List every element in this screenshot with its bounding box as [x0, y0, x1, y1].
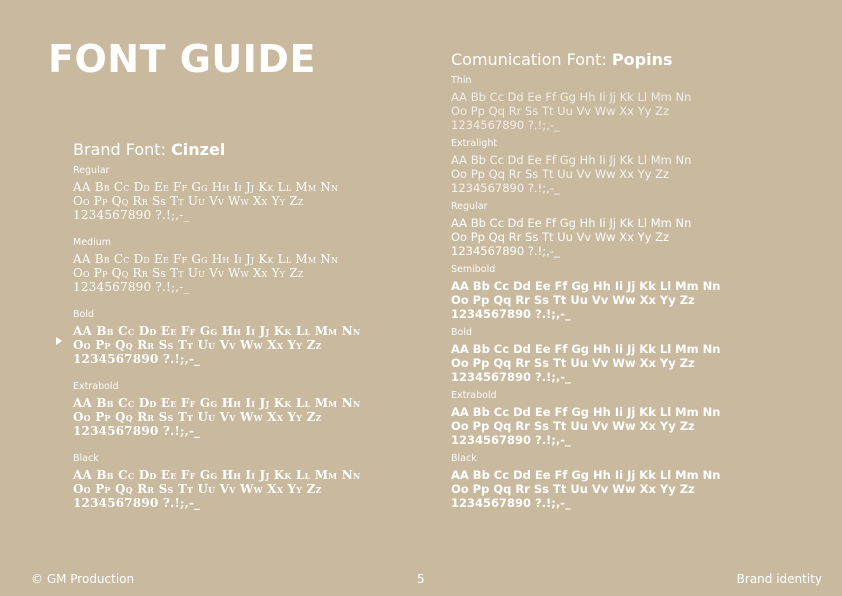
brand-font-heading	[73, 142, 225, 158]
specimen-line: 1234567890 ?.!;,-_	[73, 352, 201, 366]
weight-label: Thin	[451, 75, 472, 86]
page-title: FONT GUIDE	[48, 37, 316, 81]
specimen-line: AA Bb Cc Dd Ee Ff Gg Hh Ii Jj Kk Ll Mm Nn	[451, 153, 692, 167]
specimen-line: 1234567890 ?.!;,-_	[451, 118, 560, 132]
specimen-line: 1234567890 ?.!;,-_	[73, 280, 190, 294]
brand-font-regular	[73, 165, 393, 222]
specimen-line: AA Bb Cc Dd Ee Ff Gg Hh Ii Jj Kk Ll Mm Nn	[73, 468, 361, 482]
specimen-line: Oo Pp Qq Rr Ss Tt Uu Vv Ww Xx Yy Zz	[451, 230, 670, 244]
communication-font-bold	[451, 327, 771, 384]
specimen-line: Oo Pp Qq Rr Ss Tt Uu Vv Ww Xx Yy Zz	[451, 167, 670, 181]
specimen-line: AA Bb Cc Dd Ee Ff Gg Hh Ii Jj Kk Ll Mm Nn	[73, 396, 361, 410]
weight-label: Medium	[73, 237, 111, 248]
weight-label: Extrabold	[73, 381, 119, 392]
specimen-line: AA Bb Cc Dd Ee Ff Gg Hh Ii Jj Kk Ll Mm Nn	[451, 342, 721, 356]
footer-page-number: 5	[417, 572, 425, 586]
weight-label: Regular	[73, 165, 110, 176]
weight-label: Bold	[451, 327, 472, 338]
specimen-line: 1234567890 ?.!;,-_	[451, 307, 571, 321]
specimen-line: AA Bb Cc Dd Ee Ff Gg Hh Ii Jj Kk Ll Mm Nn	[73, 324, 361, 338]
specimen-line: AA Bb Cc Dd Ee Ff Gg Hh Ii Jj Kk Ll Mm Nn	[451, 90, 692, 104]
weight-label: Black	[451, 453, 477, 464]
specimen-line: AA Bb Cc Dd Ee Ff Gg Hh Ii Jj Kk Ll Mm Nn	[451, 279, 721, 293]
communication-font-black	[451, 453, 771, 510]
triangle-marker-icon	[56, 337, 62, 345]
specimen-line: 1234567890 ?.!;,-_	[451, 370, 571, 384]
weight-label: Regular	[451, 201, 488, 212]
brand-font-black	[73, 453, 393, 510]
brand-font-bold	[73, 309, 393, 366]
specimen-line: 1234567890 ?.!;,-_	[451, 244, 560, 258]
weight-label: Extrabold	[451, 390, 497, 401]
footer-section: Brand identity	[736, 572, 822, 586]
communication-font-extralight	[451, 138, 771, 195]
specimen-line: Oo Pp Qq Rr Ss Tt Uu Vv Ww Xx Yy Zz	[73, 338, 322, 352]
communication-font-thin	[451, 75, 771, 132]
brand-font-heading-prefix: Brand Font:	[73, 140, 172, 159]
specimen-line: Oo Pp Qq Rr Ss Tt Uu Vv Ww Xx Yy Zz	[73, 482, 322, 496]
weight-label: Extralight	[451, 138, 498, 149]
brand-font-medium	[73, 237, 393, 294]
specimen-line: 1234567890 ?.!;,-_	[451, 181, 560, 195]
specimen-line: AA Bb Cc Dd Ee Ff Gg Hh Ii Jj Kk Ll Mm Nn	[451, 405, 721, 419]
communication-font-heading-prefix: Comunication Font:	[451, 50, 612, 69]
specimen-line: Oo Pp Qq Rr Ss Tt Uu Vv Ww Xx Yy Zz	[73, 266, 304, 280]
specimen-line: Oo Pp Qq Rr Ss Tt Uu Vv Ww Xx Yy Zz	[451, 419, 695, 433]
specimen-line: AA Bb Cc Dd Ee Ff Gg Hh Ii Jj Kk Ll Mm Nn	[73, 180, 339, 194]
footer-copyright: © GM Production	[31, 572, 135, 586]
communication-font-semibold	[451, 264, 771, 321]
specimen-line: Oo Pp Qq Rr Ss Tt Uu Vv Ww Xx Yy Zz	[451, 482, 695, 496]
specimen-line: AA Bb Cc Dd Ee Ff Gg Hh Ii Jj Kk Ll Mm Nn	[73, 252, 339, 266]
specimen-line: AA Bb Cc Dd Ee Ff Gg Hh Ii Jj Kk Ll Mm Nn	[451, 216, 692, 230]
weight-label: Semibold	[451, 264, 496, 275]
communication-font-regular	[451, 201, 771, 258]
specimen-line: Oo Pp Qq Rr Ss Tt Uu Vv Ww Xx Yy Zz	[451, 293, 695, 307]
specimen-line: AA Bb Cc Dd Ee Ff Gg Hh Ii Jj Kk Ll Mm Nn	[451, 468, 721, 482]
specimen-line: Oo Pp Qq Rr Ss Tt Uu Vv Ww Xx Yy Zz	[451, 356, 695, 370]
weight-label: Bold	[73, 309, 94, 320]
specimen-line: Oo Pp Qq Rr Ss Tt Uu Vv Ww Xx Yy Zz	[73, 410, 322, 424]
specimen-line: Oo Pp Qq Rr Ss Tt Uu Vv Ww Xx Yy Zz	[451, 104, 670, 118]
communication-font-heading	[451, 52, 673, 68]
specimen-line: 1234567890 ?.!;,-_	[73, 496, 201, 510]
communication-font-name: Popins	[611, 50, 673, 69]
specimen-line: 1234567890 ?.!;,-_	[451, 496, 571, 510]
weight-label: Black	[73, 453, 99, 464]
brand-font-extrabold	[73, 381, 393, 438]
specimen-line: Oo Pp Qq Rr Ss Tt Uu Vv Ww Xx Yy Zz	[73, 194, 304, 208]
specimen-line: 1234567890 ?.!;,-_	[73, 424, 201, 438]
specimen-line: 1234567890 ?.!;,-_	[73, 208, 190, 222]
brand-font-name: Cinzel	[171, 140, 226, 159]
specimen-line: 1234567890 ?.!;,-_	[451, 433, 571, 447]
communication-font-extrabold	[451, 390, 771, 447]
